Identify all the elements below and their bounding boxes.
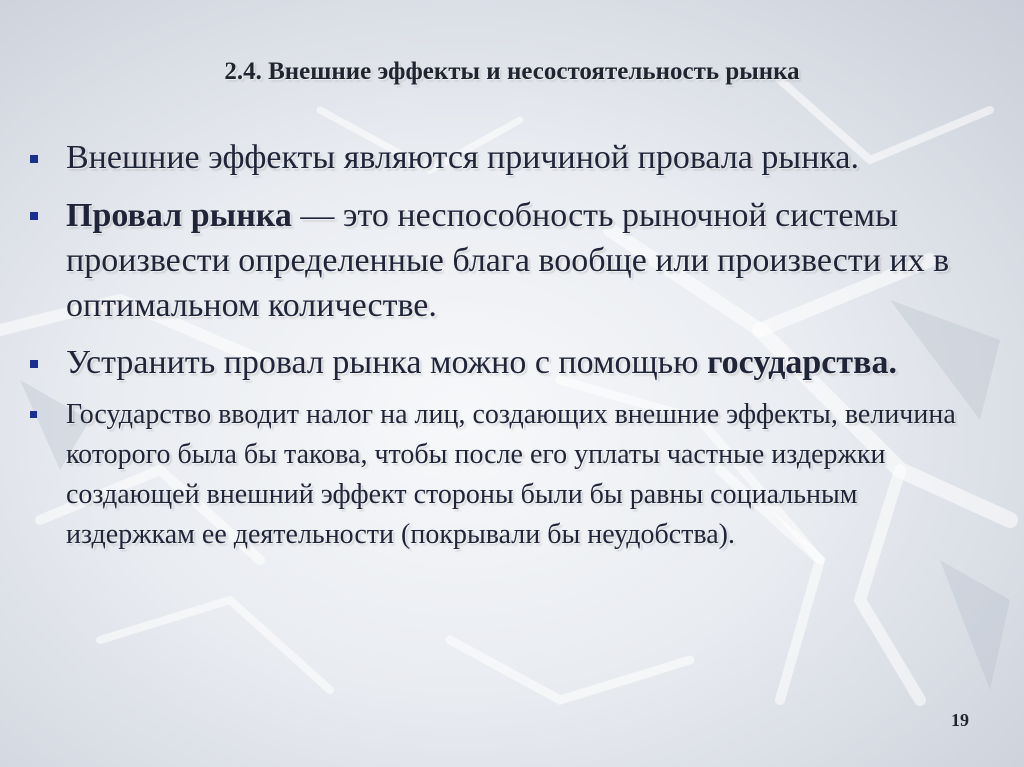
bullet-text: Государство вводит налог на лиц, создающих внешние эффекты, величина которого была бы такова, чтобы после его уплаты частные издержки создающей внешний эффект стороны были бы равны социальным издержкам ее деятельности (покрывали бы неудобства). [66, 399, 956, 550]
bullet-item [30, 193, 990, 328]
slide-title: 2.4. Внешние эффекты и несостоятельность рынка [224, 58, 800, 85]
bullet-item [30, 341, 990, 385]
bullet-item [30, 395, 990, 555]
bullet-term: Провал рынка [66, 197, 292, 234]
square-bullet-icon [30, 411, 37, 418]
bullet-list [30, 136, 990, 555]
bullet-text: Внешние эффекты являются причиной провала рынка. [66, 139, 860, 176]
square-bullet-icon [30, 212, 38, 220]
bullet-term: государства. [707, 344, 897, 381]
slide-number: 19 [951, 710, 969, 730]
bullet-item [30, 136, 990, 180]
bullet-text: — это неспособность рыночной системы произвести определенные блага вообще или произвести их в оптимальном количестве. [66, 197, 950, 324]
square-bullet-icon [30, 155, 38, 163]
bullet-text: Устранить провал рынка можно с помощью [66, 344, 708, 381]
square-bullet-icon [30, 360, 38, 368]
